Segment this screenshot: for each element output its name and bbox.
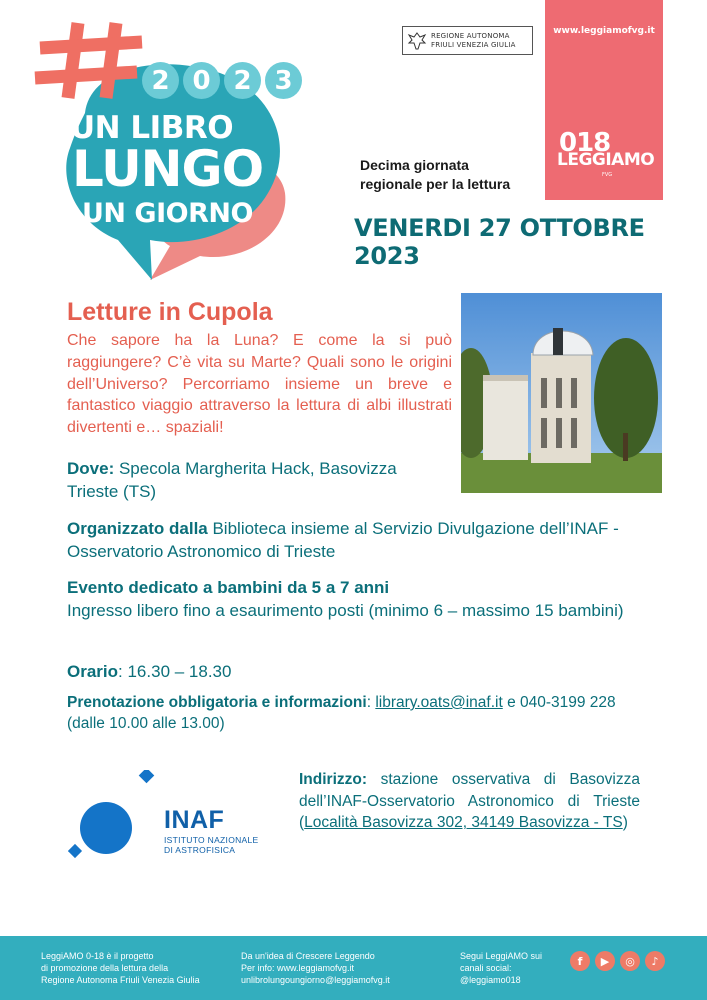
audience-info	[67, 576, 657, 623]
footer-line: Da un'idea di Crescere Leggendo	[241, 951, 375, 961]
podcast-icon[interactable]: ♪	[645, 951, 665, 971]
year-digit: 2	[224, 62, 261, 99]
address-info	[299, 769, 640, 834]
inaf-sub-line-1: ISTITUTO NAZIONALE	[164, 835, 259, 845]
year-badges	[142, 62, 302, 99]
footer	[0, 936, 707, 1000]
facebook-icon[interactable]: f	[570, 951, 590, 971]
schedule-label: Orario	[67, 662, 119, 681]
footer-line: Regione Autonoma Friuli Venezia Giulia	[41, 975, 200, 986]
logo-line-3: UN GIORNO	[82, 198, 253, 229]
footer-handle[interactable]: @leggiamo018	[460, 975, 521, 986]
inaf-logo	[68, 770, 298, 860]
inaf-word: INAF	[164, 806, 225, 834]
subtitle	[360, 156, 510, 194]
booking-contact: e 040-3199 228 (dalle 10.00 alle 13.00)	[67, 694, 616, 733]
address-text: stazione osservativa di Basovizza dell’INAF-Osservatorio Astronomico di Trieste (	[299, 771, 640, 832]
footer-line: LeggiAMO 0-18 è il progetto	[41, 951, 154, 961]
website-link[interactable]: www.leggiamofvg.it	[553, 26, 655, 36]
booking-email-link[interactable]: library.oats@inaf.it	[375, 694, 503, 711]
address-end: )	[622, 814, 628, 832]
schedule-value: : 16.30 – 18.30	[118, 662, 232, 681]
youtube-icon[interactable]: ▶	[595, 951, 615, 971]
address-label: Indirizzo:	[299, 771, 368, 788]
location-info	[67, 457, 447, 504]
location-value: Specola Margherita Hack, Basovizza Trieste (TS)	[67, 459, 397, 502]
leggiamo-fvg: FVG	[602, 172, 613, 178]
booking-label: Prenotazione obbligatoria e informazioni	[67, 694, 367, 711]
social-icons	[570, 951, 665, 971]
year-digit: 3	[265, 62, 302, 99]
inaf-emblem-icon	[68, 770, 168, 860]
eagle-icon	[407, 30, 427, 52]
audience-label: Evento dedicato a bambini da 5 a 7 anni	[67, 578, 390, 597]
address-link[interactable]: Località Basovizza 302, 34149 Basovizza - TS	[304, 814, 623, 832]
observatory-photo	[461, 293, 662, 493]
logo-line-2: LUNGO	[72, 140, 264, 198]
leggiamo-number: 018	[559, 128, 611, 158]
booking-colon: :	[366, 694, 376, 711]
inaf-subtitle	[164, 836, 259, 856]
regione-line-2: FRIULI VENEZIA GIULIA	[431, 40, 516, 49]
footer-line: canali social:	[460, 963, 512, 974]
subtitle-line-2: regionale per la lettura	[360, 175, 511, 192]
regione-line-1: REGIONE AUTONOMA	[431, 32, 510, 41]
footer-contact-info	[241, 950, 390, 986]
footer-email[interactable]: unlibrolungoungiorno@leggiamofvg.it	[241, 975, 390, 986]
organizer-info	[67, 517, 647, 564]
footer-website[interactable]: Per info: www.leggiamofvg.it	[241, 963, 355, 974]
leggiamo-word: LEGGIAMO	[557, 150, 655, 170]
logo-line-1: UN LIBRO	[70, 110, 234, 146]
year-digit: 0	[183, 62, 220, 99]
event-description: Che sapore ha la Luna? E come la si può raggiungere? C’è vita su Marte? Quali sono le origini dell’Universo? Percorriamo insieme un breve e fantastico viaggio attraverso la lettura di albi illustrati divertenti e… spaziali!	[67, 332, 452, 436]
footer-line: di promozione della lettura della	[41, 963, 169, 974]
event-title: Letture in Cupola	[67, 298, 273, 326]
booking-info	[67, 692, 647, 735]
leggiamo-block	[545, 0, 663, 200]
year-digit: 2	[142, 62, 179, 99]
un-libro-lungo-logo	[30, 18, 330, 288]
subtitle-line-1: Decima giornata	[360, 157, 469, 173]
organizer-label: Organizzato dalla	[67, 519, 208, 538]
audience-value: Ingresso libero fino a esaurimento posti (minimo 6 – massimo 15 bambini)	[67, 601, 624, 621]
schedule-info	[67, 660, 231, 683]
event-date: VENERDI 27 OTTOBRE 2023	[354, 214, 645, 270]
organizer-value: Biblioteca insieme al Servizio Divulgazione dell’INAF - Osservatorio Astronomico di Trieste	[67, 519, 619, 562]
regione-fvg-logo	[402, 26, 533, 55]
footer-social-info	[460, 950, 542, 986]
footer-project-info	[41, 950, 200, 986]
footer-line: Segui LeggiAMO sui	[460, 951, 543, 961]
location-label: Dove:	[67, 459, 115, 478]
inaf-sub-line-2: DI ASTROFISICA	[164, 844, 236, 855]
instagram-icon[interactable]: ◎	[620, 951, 640, 971]
